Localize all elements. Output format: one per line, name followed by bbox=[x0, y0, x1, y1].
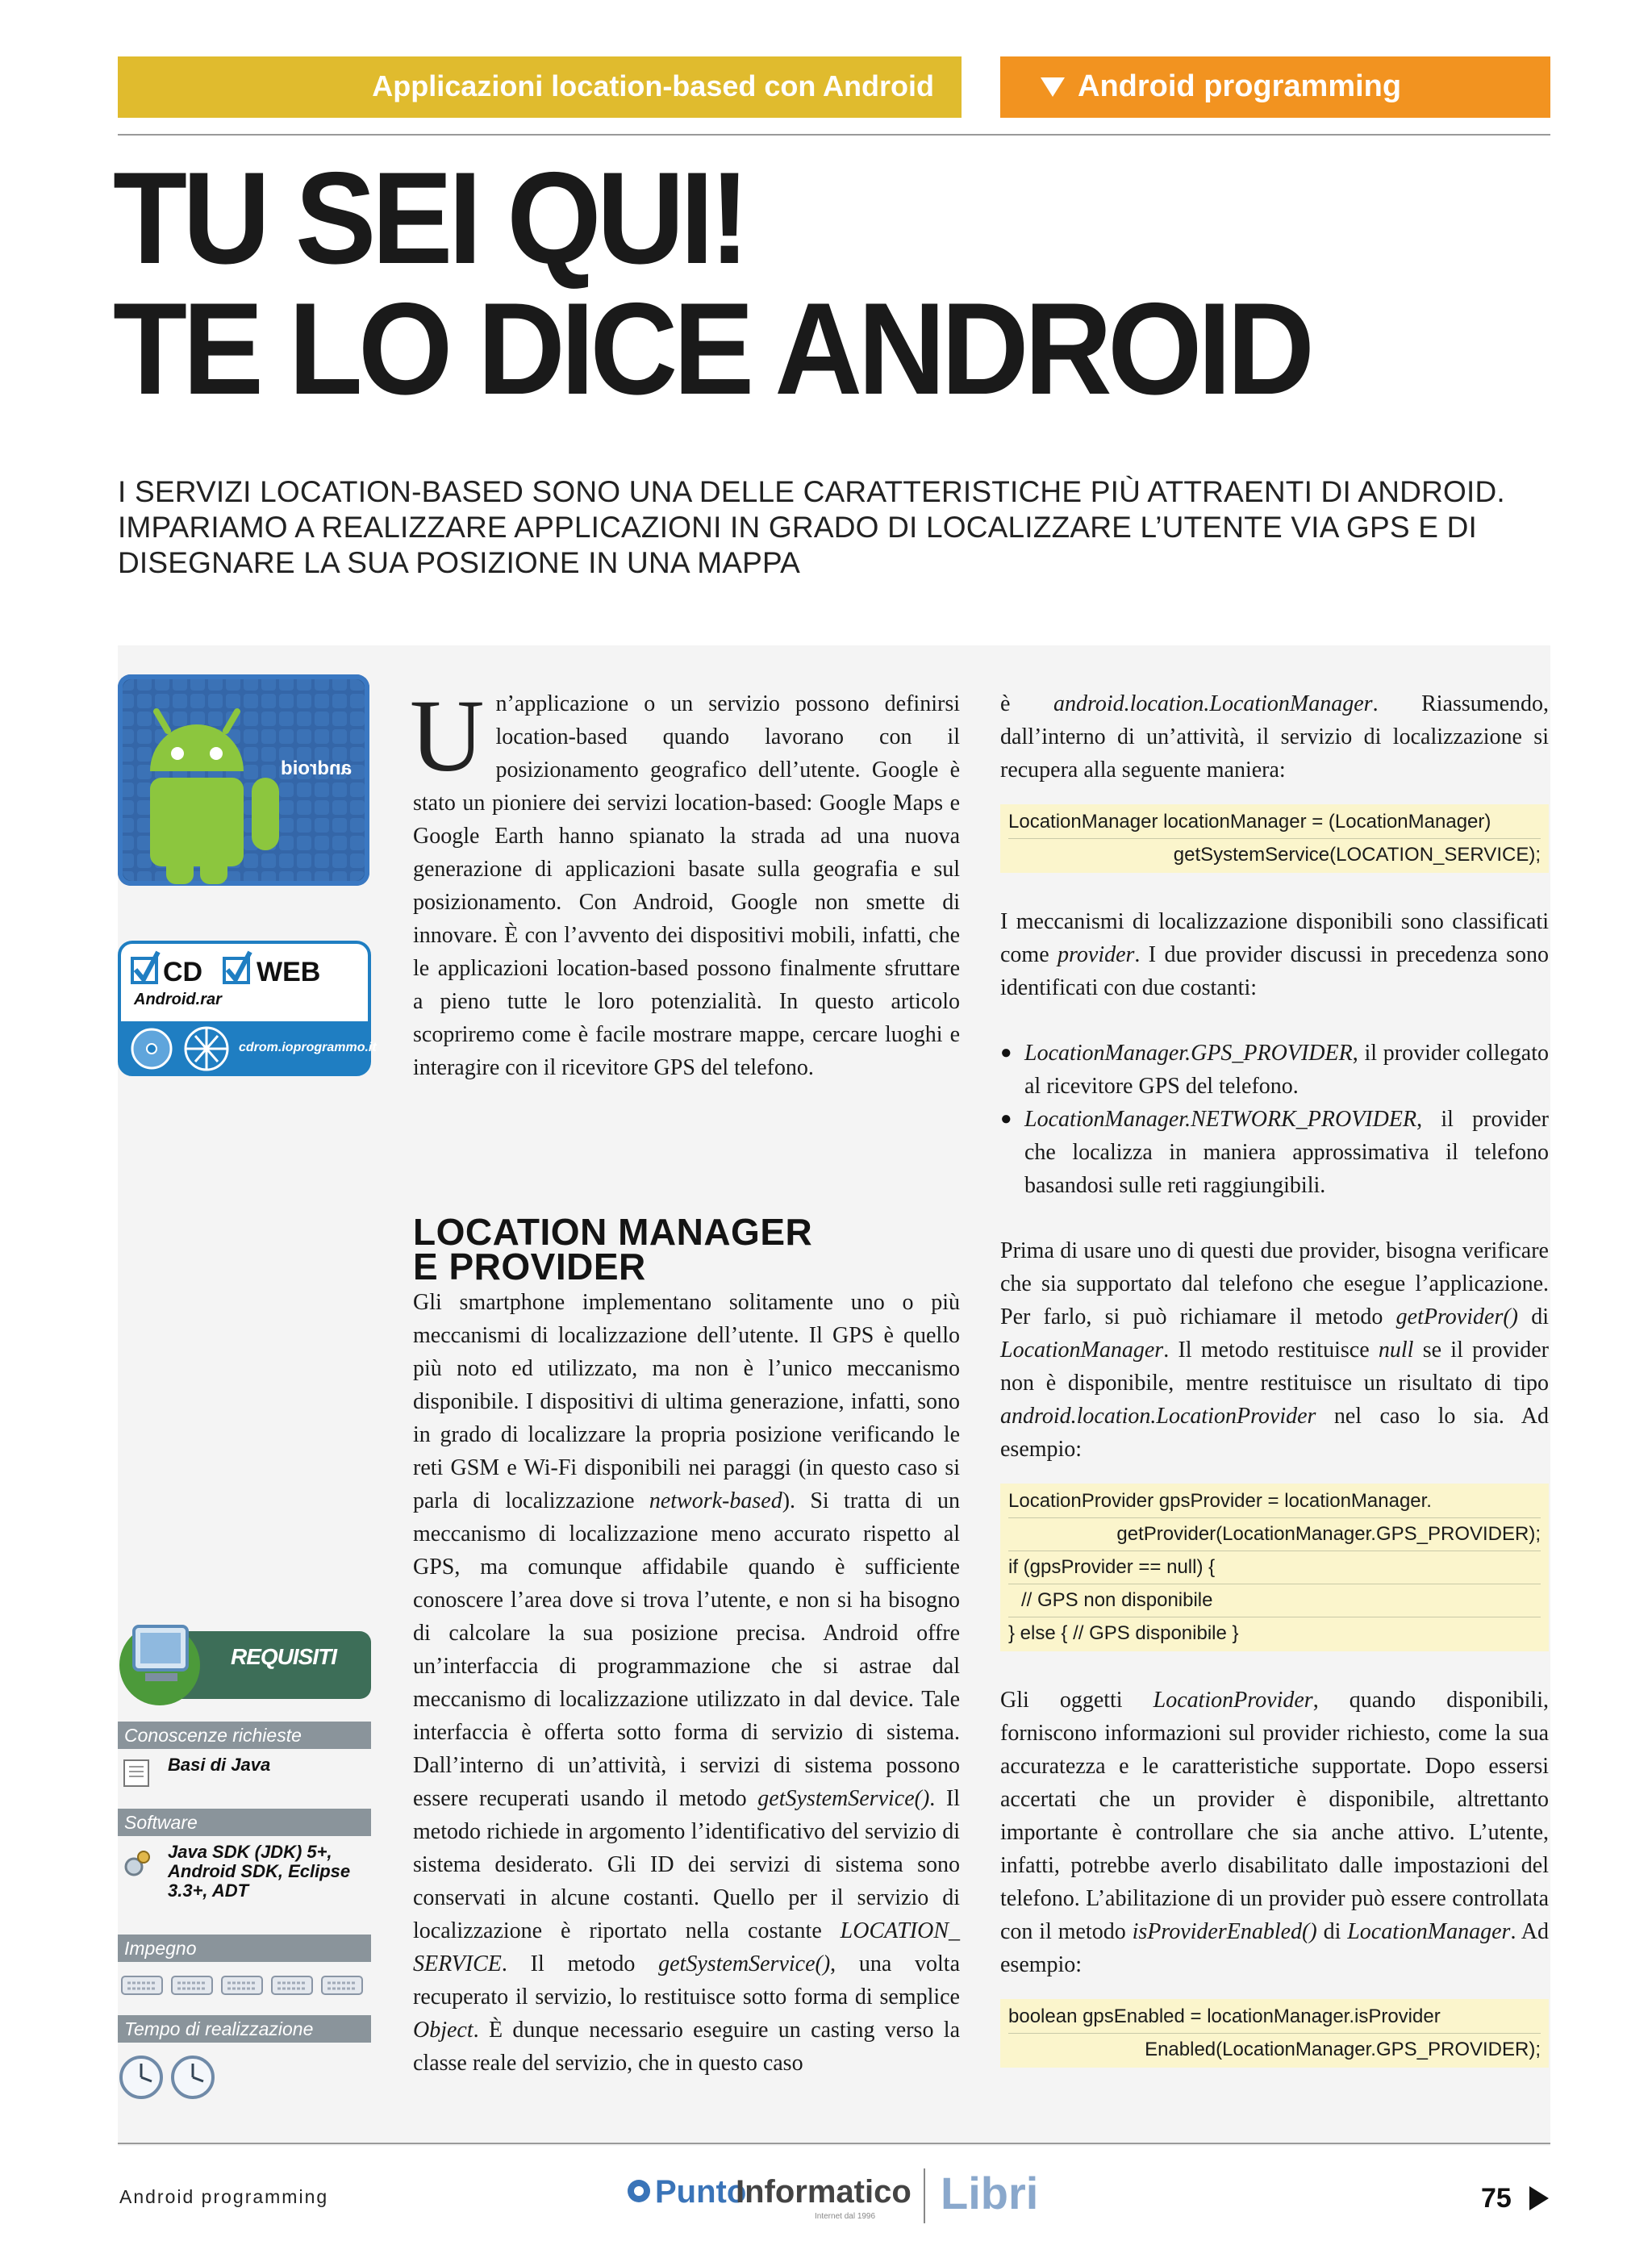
cd-web-badge bbox=[118, 941, 377, 1076]
footer-section-name: Android programming bbox=[119, 2186, 329, 2207]
clock-icon bbox=[118, 2054, 165, 2101]
req-software-label: Software bbox=[118, 1809, 371, 1836]
section-heading-line1: LOCATION MANAGER bbox=[413, 1211, 813, 1253]
article-title-line1: TU SEI QUI! bbox=[113, 145, 746, 291]
req-knowledge-value: Basi di Java bbox=[168, 1755, 271, 1775]
keyboard-icon bbox=[221, 1973, 263, 1996]
effort-rating bbox=[121, 1973, 371, 1997]
logo-graphic bbox=[621, 2162, 1041, 2227]
category-header-title: Android programming bbox=[1078, 69, 1402, 103]
list-item: ● LocationManager.NETWORK_PROVIDER, il provider che localizza in maniera approssimativa il telefono basandosi sulle reti raggiungibili. bbox=[1000, 1103, 1549, 1202]
next-page-arrow-icon bbox=[1529, 2186, 1549, 2210]
requisiti-title: REQUISITI bbox=[231, 1644, 337, 1669]
drop-cap: U bbox=[410, 678, 485, 793]
header-divider bbox=[118, 134, 1550, 136]
clock-icon bbox=[169, 2054, 216, 2101]
section-header-bar bbox=[118, 56, 962, 118]
right-paragraph-1: è android.location.LocationManager. Riassumendo, dall’interno di un’attività, il servizio di localizzazione si recupera alla seguente maniera: bbox=[1000, 691, 1549, 783]
category-header-bar bbox=[1000, 56, 1550, 118]
svg-text:WEB: WEB bbox=[257, 957, 321, 987]
svg-text:Internet dal 1996: Internet dal 1996 bbox=[815, 2212, 876, 2221]
intro-text: n’applicazione o un servizio possono definirsi location-based quando lavorano con il posizionamento geografico dell’utente. Google è stato un pioniere dei servizi location-based: Google Maps e Google Earth hanno spianato la strada ad una nuova generazione di applicazioni basate sulla geografia e sul posizionamento. Con Android, Google non smette di innovare. È con l’avvento dei dispositivi mobili, infatti, che le applicazioni location-based possono finalmente sfruttare a pieno tutte le loro potenzialità. In questo articolo scopriremo come è facile mostrare mappe, cercare luoghi e interagire con il ricevitore GPS del telefono. bbox=[413, 691, 960, 1080]
page-number: 75 bbox=[1481, 2183, 1512, 2214]
cd-file-name: Android.rar bbox=[134, 991, 222, 1008]
section-paragraph: Gli smartphone implementano solitamente uno o più meccanismi di localizzazione dell’utente. Il GPS è quello più noto ed utilizzato, ma non è l’unico meccanismo disponibile. I dispositivi di ultima generazione, infatti, sono in grado di localizzare la propria posizione verificando le reti GSM e Wi-Fi disponibili nei paraggi (in questo caso si parla di localizzazione network-based). Si tratta di un meccanismo di localizzazione meno accurato rispetto al GPS, ma comunque affidabile quando è sufficiente conoscere l’area dove si trova l’utente, e non si ha bisogno di calcolare la sua posizione precisa. Android offre un’interfaccia di programmazione che si astrae dal meccanismo di localizzazione utilizzato in dal device. Tale interfaccia è offerta sotto forma di servizio di sistema. Dall’interno di un’attività, i servizi di sistema possono essere recuperati usando il metodo getSystemService(). Il metodo richiede in argomento l’identificativo del servizio di sistema desiderato. Gli ID dei servizi di sistema sono conservati in alcune costanti. Quello per il servizio di localizzazione è riportato nella costante LOCATION_ SERVICE. Il metodo getSystemService(), una volta recuperato il servizio, lo restituisce sotto forma di semplice Object. È dunque necessario eseguire un casting verso la classe reale del servizio, che in questo caso bbox=[413, 1290, 961, 2076]
article-title-line2: TE LO DICE ANDROID bbox=[113, 276, 1311, 422]
provider-list bbox=[1000, 1037, 1549, 1202]
footer-divider bbox=[118, 2143, 1550, 2144]
article-subtitle: I SERVIZI LOCATION-BASED SONO UNA DELLE CARATTERISTICHE PIÙ ATTRAENTI DI ANDROID. IMPARIAMO A REALIZZARE APPLICAZIONI IN GRADO DI LOCALIZZARE L’UTENTE VIA GPS E DI DISEGNARE LA SUA POSIZIONE IN UNA MAPPA bbox=[118, 475, 1505, 579]
svg-text:Punto: Punto bbox=[655, 2174, 747, 2210]
right-paragraph-3: Prima di usare uno di questi due provider, bisogna verificare che sia supportato dal telefono che esegue l’applicazione. Per farlo, si può richiamare il metodo getProvider() di LocationManager. Il metodo restituisce null se il provider non è disponibile, mentre restituisce un risultato di tipo android.location.LocationProvider nel caso lo sia. Ad esempio: bbox=[1000, 1238, 1549, 1462]
keyboard-icon bbox=[171, 1973, 213, 1996]
book-icon bbox=[121, 1757, 153, 1789]
req-knowledge-label: Conoscenze richieste bbox=[118, 1722, 371, 1749]
keyboard-icon bbox=[121, 1973, 163, 1996]
android-robot-image bbox=[118, 674, 369, 886]
right-paragraph-2: I meccanismi di localizzazione disponibili sono classificati come provider. I due provider discussi in precedenza sono identificati con due costanti: bbox=[1000, 909, 1549, 1000]
section-heading bbox=[413, 1211, 962, 1288]
req-effort-label: Impegno bbox=[118, 1935, 371, 1962]
keyboard-icon bbox=[271, 1973, 313, 1996]
svg-text:CD: CD bbox=[163, 957, 203, 987]
punto-informatico-logo bbox=[621, 2162, 1041, 2227]
section-header-title: Applicazioni location-based con Android bbox=[372, 69, 934, 102]
gear-icon bbox=[121, 1847, 153, 1880]
keyboard-icon bbox=[321, 1973, 363, 1996]
code-block-1: LocationManager locationManager = (LocationManager) getSystemService(LOCATION_SERVICE); bbox=[1000, 804, 1549, 873]
requisiti-banner bbox=[118, 1613, 371, 1709]
time-rating bbox=[118, 2054, 368, 2102]
svg-text:Informatico: Informatico bbox=[736, 2174, 912, 2210]
req-software-value: Java SDK (JDK) 5+, Android SDK, Eclipse 3.3+, ADT bbox=[168, 1842, 351, 1901]
cd-url: cdrom.ioprogrammo.it bbox=[239, 1041, 377, 1054]
android-robot-icon bbox=[118, 674, 369, 886]
req-time-label: Tempo di realizzazione bbox=[118, 2015, 371, 2043]
list-item: ● LocationManager.GPS_PROVIDER, il provider collegato al ricevitore GPS del telefono. bbox=[1000, 1037, 1549, 1103]
triangle-down-icon bbox=[1041, 77, 1065, 97]
right-paragraph-4: Gli oggetti LocationProvider, quando disponibili, forniscono informazioni sul provider richiesto, come la sua accuratezza e le caratteristiche supportate. Dopo essersi accertati che un provider è disponibile, altrettanto importante è controllare che sia anche attivo. L’utente, infatti, potrebbe averlo disabilitato dalle impostazioni del telefono. L’abilitazione di un provider può essere controllata con il metodo isProviderEnabled() di LocationManager. Ad esempio: bbox=[1000, 1688, 1549, 1977]
code-block-2: LocationProvider gpsProvider = locationManager. getProvider(LocationManager.GPS_PROVIDER); if (gpsProvider == null) { // GPS non disponibile } else { // GPS disponibile } bbox=[1000, 1484, 1549, 1651]
right-column bbox=[1000, 687, 1549, 2068]
section-heading-line2: E PROVIDER bbox=[413, 1246, 646, 1288]
intro-paragraph bbox=[410, 678, 960, 1084]
code-block-3: boolean gpsEnabled = locationManager.isProvider Enabled(LocationManager.GPS_PROVIDER); bbox=[1000, 1999, 1549, 2068]
svg-text:Libri: Libri bbox=[941, 2168, 1039, 2218]
article-title bbox=[113, 145, 1463, 422]
svg-text:android: android bbox=[281, 758, 352, 779]
